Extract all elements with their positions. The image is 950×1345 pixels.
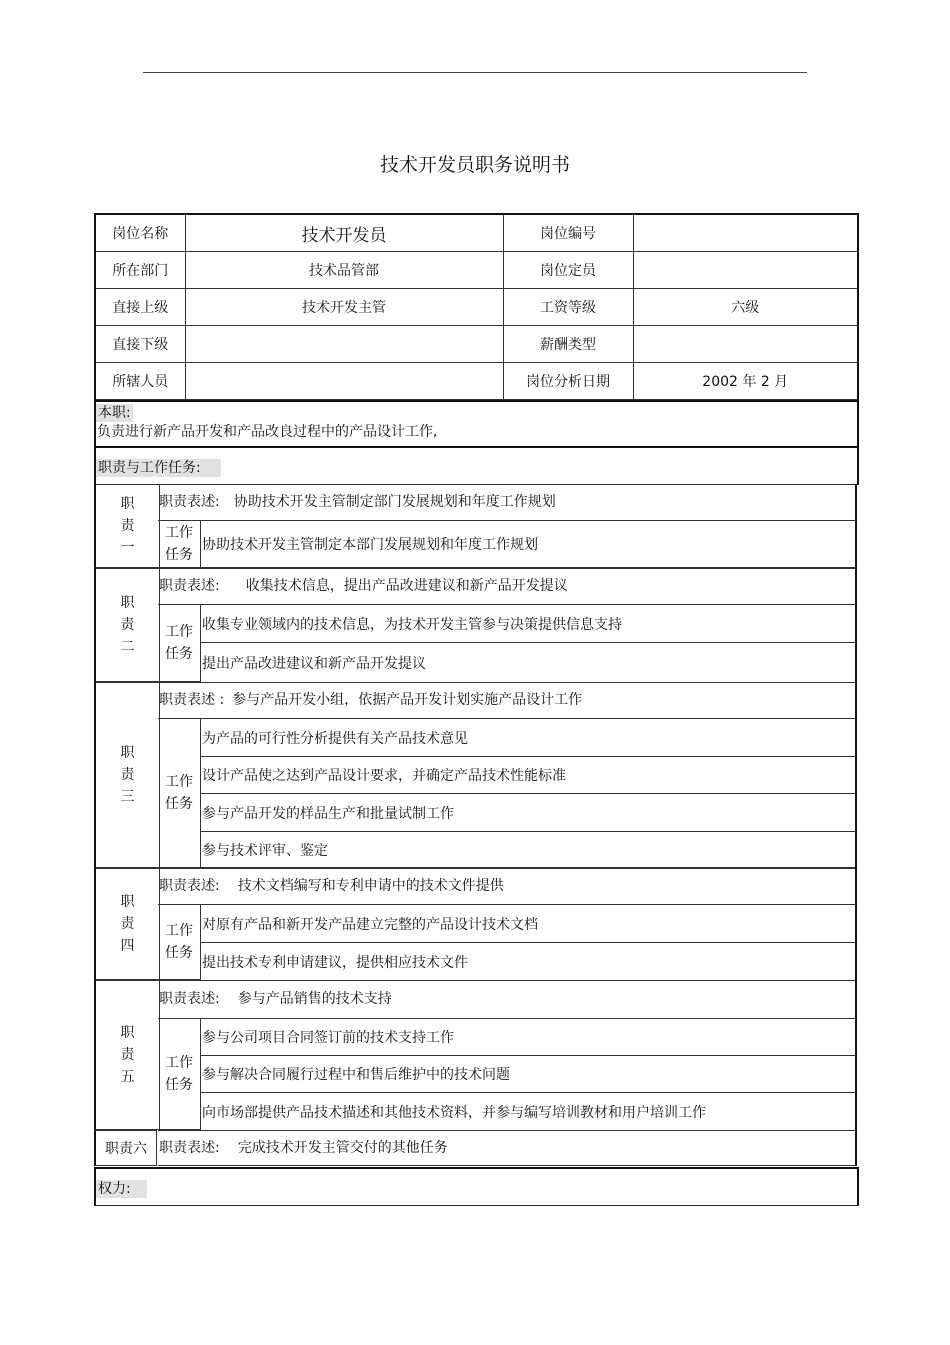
task-label: 工作 任务 [158, 605, 201, 682]
list-item: 设计产品使之达到产品设计要求，并确定产品技术性能标准 [201, 757, 857, 794]
label-department: 所在部门 [95, 252, 185, 289]
label-supervisor: 直接上级 [95, 289, 185, 326]
list-item: 收集专业领域内的技术信息，为技术开发主管参与决策提供信息支持 [201, 605, 857, 643]
label-salary-grade: 工资等级 [503, 289, 633, 326]
list-item: 向市场部提供产品技术描述和其他技术资料，并参与编写培训教材和用户培训工作 [201, 1093, 857, 1131]
duties-label: 职责与工作任务: [96, 459, 221, 477]
label-position-name: 岗位名称 [95, 214, 185, 252]
duty-block-3 [94, 682, 857, 868]
value-department: 技术品管部 [185, 252, 503, 289]
task-label: 工作 任务 [158, 1019, 201, 1130]
duty-block-6 [94, 1130, 857, 1166]
list-item: 参与公司项目合同签订前的技术支持工作 [201, 1019, 857, 1056]
duty-description: 职责表述 : 参与产品开发小组，依据产品开发计划实施产品设计工作 [158, 682, 857, 719]
duty-name: 职责六 [94, 1130, 157, 1166]
task-label: 工作 任务 [158, 905, 201, 980]
list-item: 参与产品开发的样品生产和批量试制工作 [201, 794, 857, 832]
duty-block-2 [94, 568, 857, 682]
value-analysis-date: 2002 年 2 月 [633, 363, 858, 400]
document-title: 技术开发员职务说明书 [379, 154, 570, 176]
task-list [201, 719, 857, 868]
table-row [95, 326, 858, 363]
authority-section [94, 1167, 859, 1206]
task-list [201, 521, 857, 568]
table-row [95, 252, 858, 289]
authority-label: 权力: [96, 1180, 147, 1198]
label-pay-type: 薪酬类型 [503, 326, 633, 363]
duties-section-header [94, 446, 859, 485]
task-list [201, 905, 857, 980]
value-pay-type [633, 326, 858, 363]
label-staff: 所辖人员 [95, 363, 185, 400]
table-row [95, 214, 858, 252]
value-salary-grade: 六级 [633, 289, 858, 326]
list-item: 提出产品改进建议和新产品开发提议 [201, 643, 857, 683]
list-item: 对原有产品和新开发产品建立完整的产品设计技术文档 [201, 905, 857, 943]
value-position-name: 技术开发员 [185, 214, 503, 252]
task-label: 工作 任务 [158, 719, 201, 868]
duty-block-1 [94, 484, 857, 568]
table-row [95, 289, 858, 326]
position-info-table [94, 213, 859, 400]
duty-name: 职 责 三 [94, 682, 160, 868]
duty-description: 职责表述: 协助技术开发主管制定部门发展规划和年度工作规划 [158, 484, 857, 521]
list-item: 提出技术专利申请建议，提供相应技术文件 [201, 943, 857, 981]
core-duty-section [94, 400, 859, 447]
value-subordinate [185, 326, 503, 363]
top-rule [143, 72, 807, 73]
duty-block-5 [94, 980, 857, 1130]
list-item: 协助技术开发主管制定本部门发展规划和年度工作规划 [201, 521, 857, 568]
duty-description: 职责表述: 参与产品销售的技术支持 [158, 980, 857, 1019]
value-position-code [633, 214, 858, 252]
duty-name: 职 责 一 [94, 484, 160, 568]
label-subordinate: 直接下级 [95, 326, 185, 363]
task-label: 工作 任务 [158, 521, 201, 568]
duty-name: 职 责 五 [94, 980, 160, 1130]
duty-name: 职 责 二 [94, 568, 160, 682]
duty-name: 职 责 四 [94, 868, 160, 980]
list-item: 参与技术评审、鉴定 [201, 832, 857, 868]
label-analysis-date: 岗位分析日期 [503, 363, 633, 400]
value-headcount [633, 252, 858, 289]
duty-description: 职责表述: 收集技术信息，提出产品改进建议和新产品开发提议 [158, 568, 857, 605]
list-item: 参与解决合同履行过程中和售后维护中的技术问题 [201, 1056, 857, 1093]
task-list [201, 1019, 857, 1130]
label-position-code: 岗位编号 [503, 214, 633, 252]
duty-description: 职责表述: 技术文档编写和专利申请中的技术文件提供 [158, 868, 857, 905]
core-duty-label: 本职: [98, 405, 131, 421]
list-item: 为产品的可行性分析提供有关产品技术意见 [201, 719, 857, 757]
core-duty-text: 负责进行新产品开发和产品改良过程中的产品设计工作, [97, 424, 438, 440]
duty-block-4 [94, 868, 857, 980]
value-staff [185, 363, 503, 400]
task-list [201, 605, 857, 682]
value-supervisor: 技术开发主管 [185, 289, 503, 326]
label-headcount: 岗位定员 [503, 252, 633, 289]
duty-description: 职责表述: 完成技术开发主管交付的其他任务 [158, 1130, 857, 1166]
table-row [95, 363, 858, 400]
